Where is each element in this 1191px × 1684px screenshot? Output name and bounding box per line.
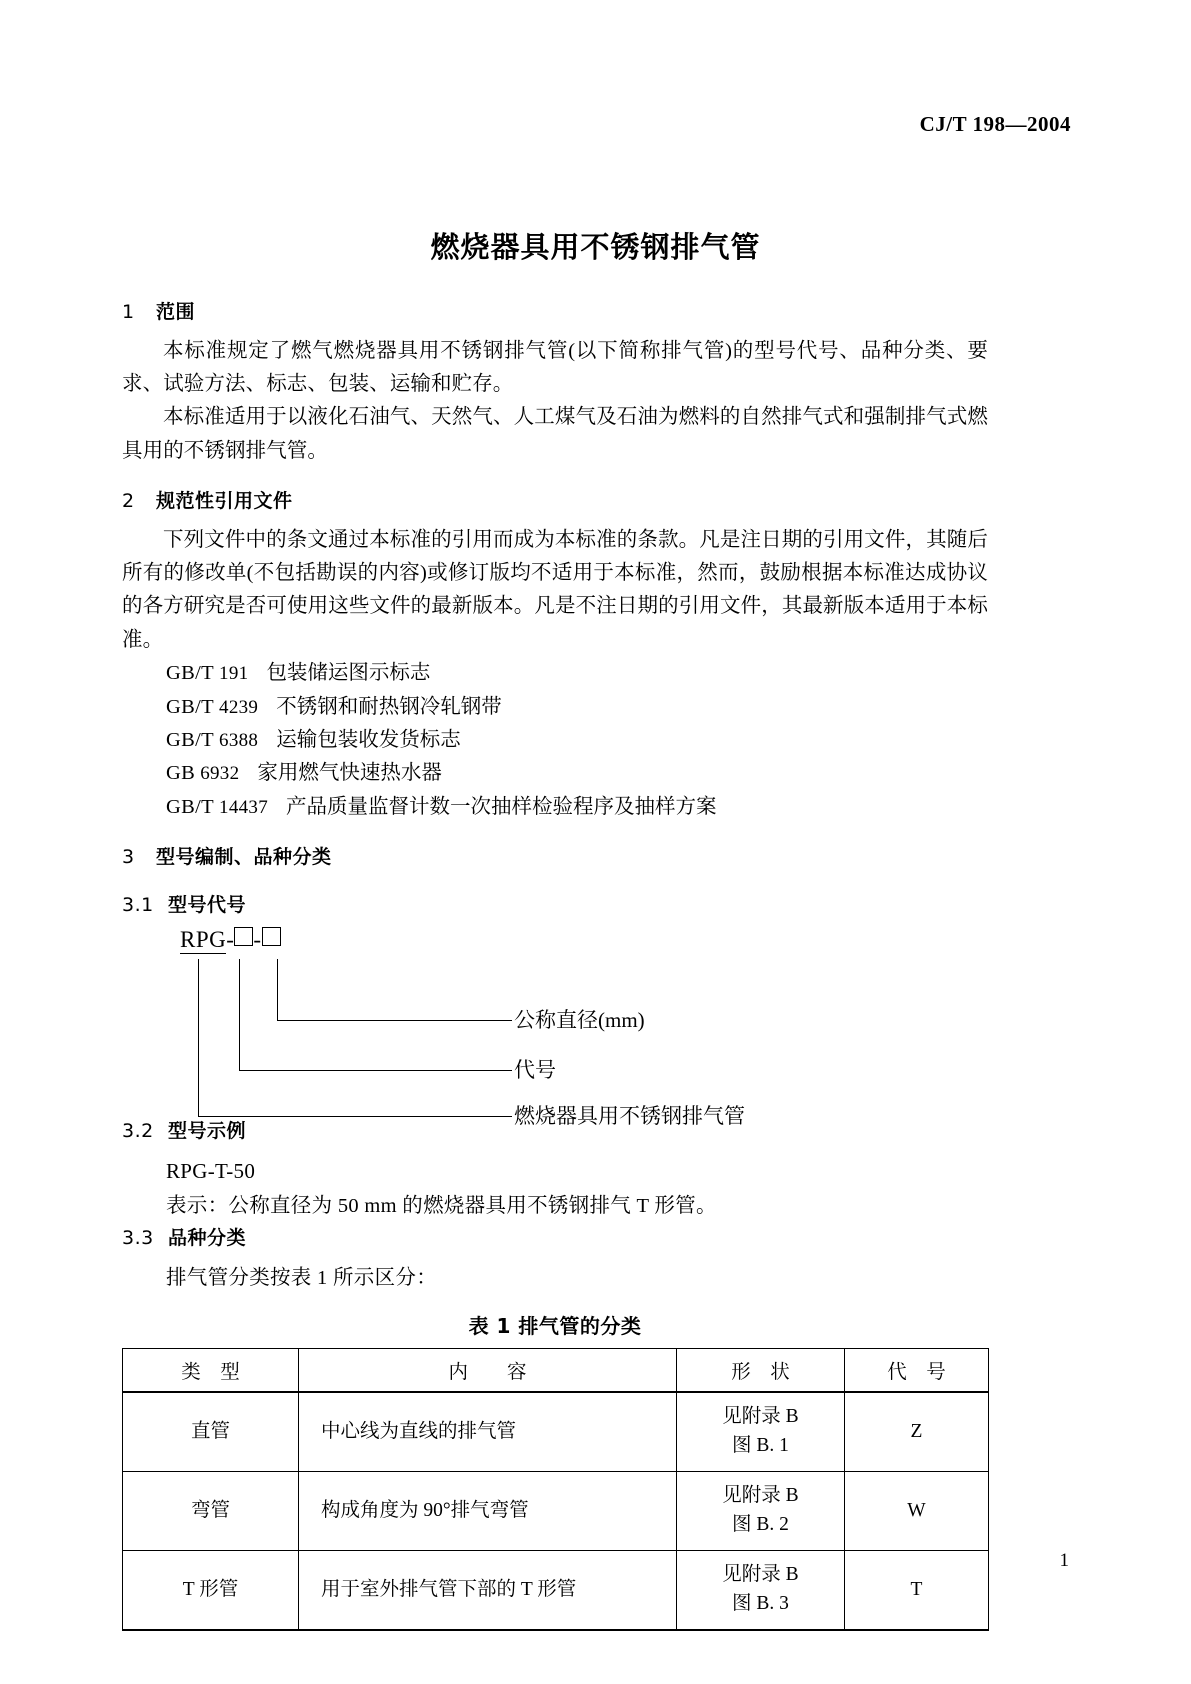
table-cell-code: W [845, 1471, 989, 1550]
model-code-diagram [122, 927, 988, 1129]
section-heading-3-1 [122, 891, 988, 920]
list-item [166, 657, 988, 690]
table-cell-shape [677, 1392, 845, 1472]
model-code-placeholder-box-2 [262, 927, 281, 946]
section-number-1: 1 [122, 301, 135, 323]
table-cell-content: 中心线为直线的排气管 [299, 1392, 677, 1472]
table-cell-shape-line-2: 图 B. 1 [732, 1434, 789, 1456]
list-item [166, 724, 988, 757]
table-cell-type: 直管 [123, 1392, 299, 1472]
table-cell-shape-line-1: 见附录 B [722, 1485, 799, 1507]
section-number-3: 3 [122, 846, 135, 869]
page-title: 燃烧器具用不锈钢排气管 [430, 230, 761, 265]
leader-label-product: 燃烧器具用不锈钢排气管 [514, 1104, 745, 1129]
leader-line-product [198, 959, 512, 1117]
document-body [122, 298, 988, 1631]
normative-reference-list [122, 657, 988, 824]
standard-number-header: CJ/T 198—2004 [919, 112, 1071, 136]
table-row [123, 1392, 989, 1472]
classification-table [122, 1348, 989, 1631]
reference-title: 产品质量监督计数一次抽样检验程序及抽样方案 [286, 795, 717, 818]
table-cell-type: 弯管 [123, 1471, 299, 1550]
reference-title: 运输包装收发货标志 [276, 729, 461, 752]
table-cell-shape [677, 1550, 845, 1630]
reference-code: GB [166, 762, 196, 785]
model-example-code: RPG-T-50 [166, 1158, 256, 1183]
table-column-header-code: 代 号 [845, 1348, 989, 1392]
model-code-dash-2: - [253, 927, 262, 953]
reference-number: 14437 [219, 796, 269, 818]
table-column-header-content: 内 容 [299, 1348, 677, 1392]
table-header-row [123, 1348, 989, 1392]
leader-label-diameter: 公称直径(mm) [514, 1008, 645, 1033]
section-title-3: 型号编制、品种分类 [156, 846, 332, 869]
list-item [166, 757, 988, 790]
model-code-placeholder-box-1 [234, 927, 253, 946]
model-example-description: 表示：公称直径为 50 mm 的燃烧器具用不锈钢排气 T 形管。 [166, 1195, 717, 1218]
section-title-1: 范围 [156, 301, 196, 323]
table-cell-shape [677, 1471, 845, 1550]
section-title-3-2: 型号示例 [168, 1120, 247, 1143]
section-1-paragraph-1: 本标准规定了燃气燃烧器具用不锈钢排气管(以下简称排气管)的型号代号、品种分类、要求、试验方法、标志、包装、运输和贮存。 [122, 339, 988, 395]
section-number-3-3: 3.3 [122, 1227, 154, 1250]
reference-number: 191 [219, 663, 249, 685]
section-number-3-2: 3.2 [122, 1120, 154, 1143]
page-number: 1 [1059, 1550, 1069, 1571]
section-heading-2 [122, 487, 988, 516]
reference-title: 包装储运图示标志 [266, 662, 431, 685]
section-heading-1 [122, 298, 988, 327]
reference-code: GB/T [166, 795, 214, 818]
table-row [123, 1550, 989, 1630]
section-2-paragraph-1: 下列文件中的条文通过本标准的引用而成为本标准的条款。凡是注日期的引用文件，其随后所有的修改单(不包括勘误的内容)或修订版均不适用于本标准，然而，鼓励根据本标准达成协议的各方研究是否可使用这些文件的最新版本。凡是不注日期的引用文件，其最新版本适用于本标准。 [122, 528, 988, 651]
reference-number: 6388 [219, 730, 259, 752]
table-cell-shape-line-1: 见附录 B [722, 1406, 799, 1428]
table-cell-code: T [845, 1550, 989, 1630]
table-cell-content: 用于室外排气管下部的 T 形管 [299, 1550, 677, 1630]
model-code-expression [180, 927, 281, 953]
section-1-paragraph-2: 本标准适用于以液化石油气、天然气、人工煤气及石油为燃料的自然排气式和强制排气式燃具用的不锈钢排气管。 [122, 406, 988, 462]
reference-code: GB/T [166, 729, 214, 752]
table-row [123, 1471, 989, 1550]
table-cell-shape-line-1: 见附录 B [722, 1564, 799, 1586]
model-code-prefix: RPG [180, 927, 227, 953]
list-item [166, 691, 988, 724]
table-column-header-shape: 形 状 [677, 1348, 845, 1392]
table-cell-type: T 形管 [123, 1550, 299, 1630]
section-title-3-3: 品种分类 [168, 1227, 247, 1250]
reference-title: 家用燃气快速热水器 [257, 762, 442, 785]
table-cell-shape-line-2: 图 B. 2 [732, 1513, 789, 1535]
table-column-header-type: 类 型 [123, 1348, 299, 1392]
section-title-3-1: 型号代号 [168, 893, 247, 916]
reference-number: 4239 [219, 696, 259, 718]
section-heading-3 [122, 843, 988, 872]
reference-code: GB/T [166, 695, 214, 718]
reference-number: 6932 [200, 763, 240, 785]
table-cell-shape-line-2: 图 B. 3 [732, 1592, 789, 1614]
section-number-3-1: 3.1 [122, 893, 154, 916]
section-heading-3-3 [122, 1224, 988, 1253]
table-cell-code: Z [845, 1392, 989, 1472]
list-item [166, 791, 988, 824]
reference-title: 不锈钢和耐热钢冷轧钢带 [276, 695, 502, 718]
leader-label-code: 代号 [514, 1058, 556, 1083]
table-caption: 表 1 排气管的分类 [468, 1313, 642, 1338]
reference-code: GB/T [166, 662, 214, 685]
table-cell-content: 构成角度为 90°排气弯管 [299, 1471, 677, 1550]
section-title-2: 规范性引用文件 [156, 490, 293, 513]
table-lead-in-text: 排气管分类按表 1 所示区分： [166, 1266, 437, 1289]
section-number-2: 2 [122, 490, 135, 513]
model-code-dash-1: - [226, 927, 235, 953]
